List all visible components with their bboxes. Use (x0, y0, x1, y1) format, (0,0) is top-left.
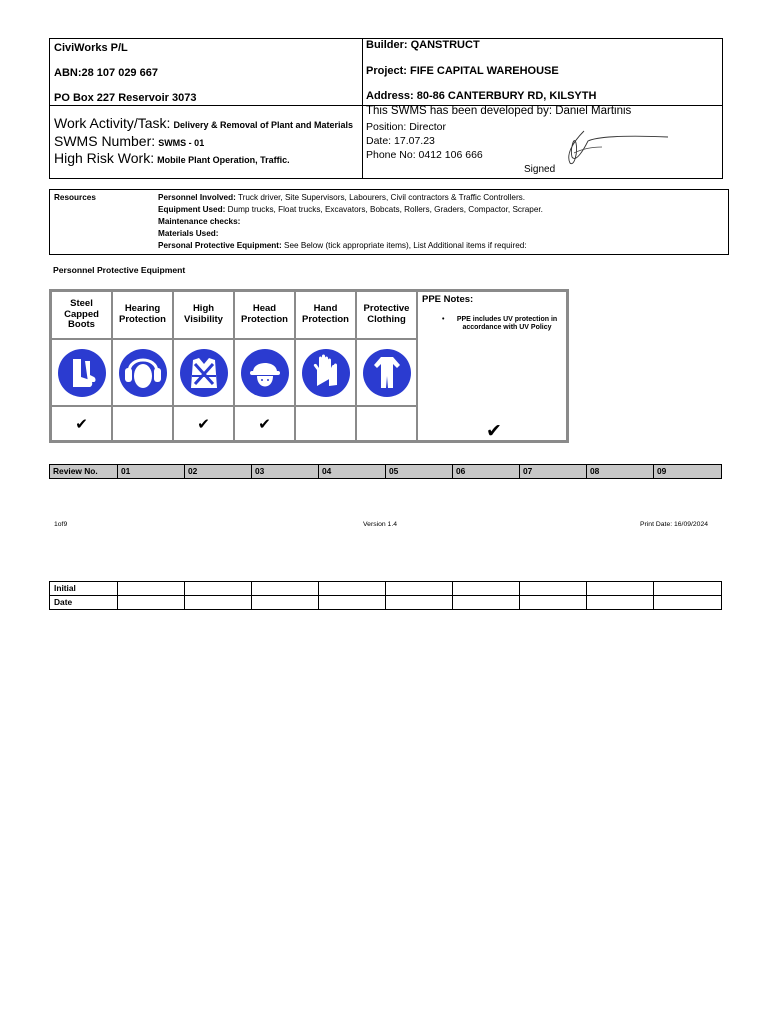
ppe-icon-cell-boots (51, 339, 112, 406)
ppe-header-clothing: Protective Clothing (356, 291, 417, 339)
version: Version 1.4 (363, 521, 398, 528)
print-date: Print Date: 16/09/2024 (640, 521, 709, 528)
company-abn: ABN:28 107 029 667 (54, 67, 158, 79)
gloves-icon (301, 348, 351, 398)
company-name: CiviWorks P/L (54, 42, 128, 54)
ppe-check-hearing[interactable] (112, 406, 173, 441)
hard-hat-icon (240, 348, 290, 398)
developed-by: This SWMS has been developed by: Daniel Martinis (366, 105, 632, 117)
ppe-header-boots: Steel Capped Boots (51, 291, 112, 339)
review-label: Review No. (53, 466, 98, 476)
review-no-09: 09 (653, 465, 721, 478)
review-no-05: 05 (385, 465, 452, 478)
resources-maintenance: Maintenance checks: (158, 217, 241, 226)
ppe-notes-text: PPE includes UV protection in accordance with UV Policy (456, 316, 558, 332)
ppe-table (49, 289, 569, 443)
developed-date: Date: 17.07.23 (366, 135, 435, 147)
ppe-header-hivis: High Visibility (173, 291, 234, 339)
review-no-02: 02 (184, 465, 251, 478)
ppe-check-hand[interactable] (295, 406, 356, 441)
date-label: Date (54, 597, 73, 607)
signature-image (562, 123, 674, 169)
ppe-icon-cell-hand (295, 339, 356, 406)
initial-date-table (49, 581, 722, 610)
ppe-notes-title: PPE Notes: (422, 294, 474, 305)
ppe-check-clothing[interactable] (356, 406, 417, 441)
ppe-icon-cell-head (234, 339, 295, 406)
resources-materials: Materials Used: (158, 229, 219, 238)
ppe-check-head[interactable]: ✔ (234, 406, 295, 441)
boots-icon (57, 348, 107, 398)
swms-number-label: SWMS Number: (54, 133, 156, 149)
ear-muffs-icon (118, 348, 168, 398)
high-risk-label: High Risk Work: (54, 150, 155, 166)
address: Address: 80-86 CANTERBURY RD, KILSYTH (366, 90, 597, 102)
builder: Builder: QANSTRUCT (366, 39, 480, 51)
ppe-heading: Personnel Protective Equipment (53, 265, 186, 275)
review-no-03: 03 (251, 465, 318, 478)
work-activity (54, 115, 353, 131)
review-row (49, 464, 722, 479)
resources-table (49, 189, 729, 255)
work-activity-label: Work Activity/Task: (54, 115, 171, 131)
review-no-07: 07 (519, 465, 586, 478)
company-po-box: PO Box 227 Reservoir 3073 (54, 92, 197, 104)
signed-label: Signed (524, 164, 556, 175)
ppe-check-boots[interactable]: ✔ (51, 406, 112, 441)
review-no-04: 04 (318, 465, 385, 478)
swms-number-value: SWMS - 01 (158, 138, 205, 148)
ppe-notes-list (442, 316, 572, 333)
phone-number: Phone No: 0412 106 666 (366, 149, 483, 161)
coveralls-icon (362, 348, 412, 398)
initial-label: Initial (54, 583, 76, 593)
ppe-icon-cell-clothing (356, 339, 417, 406)
high-risk-value: Mobile Plant Operation, Traffic. (157, 155, 290, 165)
developer-position: Position: Director (366, 121, 446, 133)
resources-personnel: Personnel Involved: Truck driver, Site Supervisors, Labourers, Civil contractors & Traffic Controllers. (158, 193, 526, 202)
page-number: 1of9 (54, 521, 68, 528)
review-no-06: 06 (452, 465, 519, 478)
ppe-check-hivis[interactable]: ✔ (173, 406, 234, 441)
review-no-08: 08 (586, 465, 653, 478)
resources-ppe: Personal Protective Equipment: See Below (tick appropriate items), List Additional items if required: (158, 241, 527, 250)
ppe-header-head: Head Protection (234, 291, 295, 339)
ppe-notes-cell (417, 291, 567, 441)
ppe-notes-check[interactable]: ✔ (486, 421, 502, 442)
swms-header-table (49, 38, 723, 179)
work-activity-value: Delivery & Removal of Plant and Materials (173, 120, 354, 130)
ppe-notes-bullet: • (442, 316, 445, 323)
ppe-icon-cell-hearing (112, 339, 173, 406)
hi-vis-vest-icon (179, 348, 229, 398)
resources-label: Resources (54, 193, 96, 202)
project: Project: FIFE CAPITAL WAREHOUSE (366, 65, 559, 77)
resources-equipment: Equipment Used: Dump trucks, Float trucks, Excavators, Bobcats, Rollers, Graders, Compactor, Scraper. (158, 205, 543, 214)
ppe-header-hearing: Hearing Protection (112, 291, 173, 339)
ppe-header-hand: Hand Protection (295, 291, 356, 339)
ppe-icon-cell-hivis (173, 339, 234, 406)
swms-number (54, 133, 204, 149)
review-no-01: 01 (117, 465, 184, 478)
high-risk-work (54, 150, 290, 166)
